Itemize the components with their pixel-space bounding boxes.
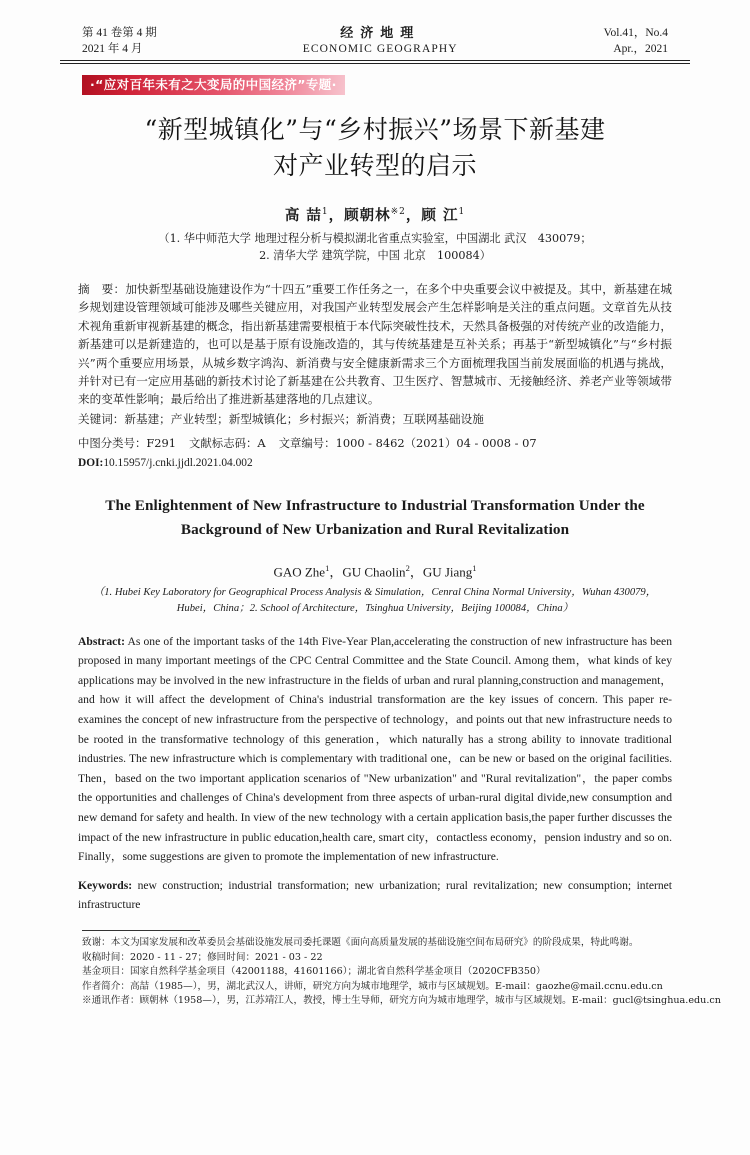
classification-line — [78, 434, 672, 452]
affiliation-en-line1: （1. Hubei Key Laboratory for Geographical Process Analysis & Simulation，Cenral China Normal University，Wuhan 430079， — [93, 586, 657, 598]
volume-issue-cn: 第 41 卷第 4 期 — [82, 27, 157, 39]
keywords-cn-label: 关键词： — [78, 411, 125, 426]
doi-label: DOI: — [78, 457, 104, 470]
keywords-cn-body: 新基建；产业转型；新型城镇化；乡村振兴；新消费；互联网基础设施 — [124, 411, 484, 426]
footnote-funding: 基金项目：国家自然科学基金项目（42001188，41601166）；湖北省自然科学基金项目（2020CFB350） — [82, 966, 546, 978]
author-1-name-cn: 高 喆 — [284, 207, 322, 225]
author-2-affil-marker-en: 2 — [405, 563, 410, 574]
date-en: Apr.，2021 — [613, 42, 668, 55]
author-3-affil-marker-cn: 1 — [458, 207, 466, 218]
author-1-affil-marker-en: 1 — [325, 563, 330, 574]
keywords-cn — [78, 410, 672, 428]
article-title-en — [90, 494, 660, 542]
abstract-en — [78, 632, 672, 867]
author-3-affil-marker-en: 1 — [472, 563, 477, 574]
journal-title-cn: 经济地理 — [340, 26, 421, 41]
article-title-en-line1: The Enlightenment of New Infrastructure to Industrial Transformation Under the — [105, 497, 645, 515]
authors-en — [60, 559, 690, 581]
affiliations-cn — [60, 230, 690, 264]
author-3-name-en: GU Jiang — [422, 564, 473, 580]
date-cn: 2021 年 4 月 — [82, 42, 143, 55]
article-title-cn — [60, 112, 690, 184]
author-sep-2-cn: ， — [405, 207, 422, 225]
footnote-author-bio: 作者简介：高喆（1985—），男，湖北武汉人，讲师，研究方向为城市地理学，城市与区域规划。E-mail：gaozhe@mail.ccnu.edu.cn — [82, 980, 663, 992]
author-2-name-en: GU Chaolin — [342, 564, 406, 580]
special-column-banner: ·“应对百年未有之大变局的中国经济”专题· — [82, 75, 345, 95]
abstract-cn — [78, 280, 672, 409]
document-code-label: 文献标志码： — [189, 436, 258, 451]
footnote-received-date: 收稿时间：2020 - 11 - 27；修回时间：2021 - 03 - 22 — [82, 951, 323, 963]
article-title-en-line2: Background of New Urbanization and Rural Revitalization — [180, 521, 570, 539]
affiliation-en-line2: Hubei，China；2. School of Architecture，Tsinghua University，Beijing 100084，China） — [176, 603, 574, 615]
keywords-en — [78, 876, 672, 915]
footnote-divider — [82, 930, 200, 931]
footnote-block — [82, 930, 721, 1009]
article-title-cn-line2: 对产业转型的启示 — [272, 151, 477, 181]
footnote-corresponding-author: ※通讯作者：顾朝林（1958—），男，江苏靖江人，教授，博士生导师，研究方向为城市地理学，城市与区域规划。E-mail：gucl@tsinghua.edu.cn — [82, 995, 721, 1007]
author-3-name-cn: 顾 江 — [421, 207, 459, 225]
author-sep-2-en: ， — [409, 564, 423, 580]
column-banner-row — [60, 75, 690, 95]
keywords-en-label: Keywords: — [78, 878, 133, 892]
author-2-name-cn: 顾朝林 — [344, 207, 391, 225]
article-title-cn-line1: “新型城镇化”与“乡村振兴”场景下新基建 — [144, 115, 606, 145]
author-2-affil-marker-cn: ※2 — [390, 207, 406, 218]
article-id-value: 1000 - 8462（2021）04 - 0008 - 07 — [335, 436, 537, 451]
affiliation-cn-line2: 2. 清华大学 建筑学院，中国 北京 100084） — [259, 249, 491, 263]
affiliations-en — [76, 585, 674, 618]
keywords-en-body: new construction; industrial transformation; new urbanization; rural revitalization; new consumption; internet infrastructure — [78, 878, 672, 912]
doi-value: 10.15957/j.cnki.jjdl.2021.04.002 — [103, 457, 253, 470]
header-divider — [60, 60, 690, 64]
abstract-en-body: As one of the important tasks of the 14th Five-Year Plan,accelerating the construction of new infrastructure has been proposed in many important meetings of the CPC Central Committee and the State Council. Among them，what kinds of key applications may be involved in the new infrastructure in the fields of urban and rural planning,construction and management，and how it will affect the development of China's industrial transformation are the key issues of concern. This paper re-examines the concept of new infrastructure from the perspective of technology，and points out that new infrastructure needs to be rooted in the transformative technology of this generation，which naturally has a strong ability to innovate traditional industries. The new infrastructure which is complementary with traditional one，can be new or based on the original facilities. Then，based on the two important application scenarios of "New urbanization" and "Rural revitalization"，the paper combs the opportunities and challenges of China's development from three aspects of urban-rural digital divide,new consumption and new demand for safety and health. In view of the new technology with a certain application basis,the paper further discusses the impact of the new infrastructure in public education,health care, smart city，contactless economy，pension industry and so on. Finally，some suggestions are given to promote the implementation of new infrastructure. — [78, 634, 672, 864]
author-sep-1-en: ， — [329, 564, 343, 580]
affiliation-cn-line1: （1. 华中师范大学 地理过程分析与模拟湖北省重点实验室，中国湖北 武汉 430079； — [158, 232, 592, 246]
clc-value: F291 — [146, 436, 177, 451]
running-head — [60, 26, 690, 57]
journal-title-en: ECONOMIC GEOGRAPHY — [302, 42, 458, 55]
footnote-acknowledgement: 致谢：本文为国家发展和改革委员会基础设施发展司委托课题《面向高质量发展的基础设施空间布局研究》的阶段成果，特此鸣谢。 — [82, 937, 639, 948]
volume-issue-en: Vol.41，No.4 — [603, 27, 668, 39]
document-code-value: A — [257, 436, 266, 451]
abstract-cn-label: 摘 要： — [78, 282, 126, 297]
author-sep-1-cn: ， — [328, 207, 345, 225]
abstract-en-label: Abstract: — [78, 634, 126, 648]
page-content — [60, 26, 690, 915]
abstract-cn-body: 加快新型基础设施建设作为“十四五”重要工作任务之一，在多个中央重要会议中被提及。其中，新基建在城乡规划建设管理领域可能涉及哪些关键应用，对我国产业转型发展会产生怎样影响是关注的重点问题。文章首先从技术视角重新审视新基建的概念，指出新基建需要根植于本代际突破性技术，天然具备极强的对传统产业的改造能力，新基建可以是新建造的，也可以是基于原有设施改造的，其与传统基建是互补关系；再基于“新型城镇化”与“乡村振兴”两个重要应用场景，从城乡数字鸿沟、新消费与安全健康新需求三个方面梳理我国当前发展面临的机遇与挑战，并针对已有一定应用基础的新技术讨论了新基建在公共教育、卫生医疗、智慧城市、无接触经济、养老产业等领域带来的变革性影响；最后给出了推进新基建落地的几点建议。 — [78, 282, 672, 407]
running-head-center — [157, 26, 604, 57]
author-1-affil-marker-cn: 1 — [321, 207, 329, 218]
running-head-right — [604, 26, 668, 57]
authors-cn — [60, 202, 690, 226]
article-id-label: 文章编号： — [278, 436, 336, 451]
clc-label: 中图分类号： — [78, 436, 147, 451]
doi-line — [78, 454, 672, 472]
author-1-name-en: GAO Zhe — [273, 564, 326, 580]
running-head-left — [82, 26, 157, 57]
